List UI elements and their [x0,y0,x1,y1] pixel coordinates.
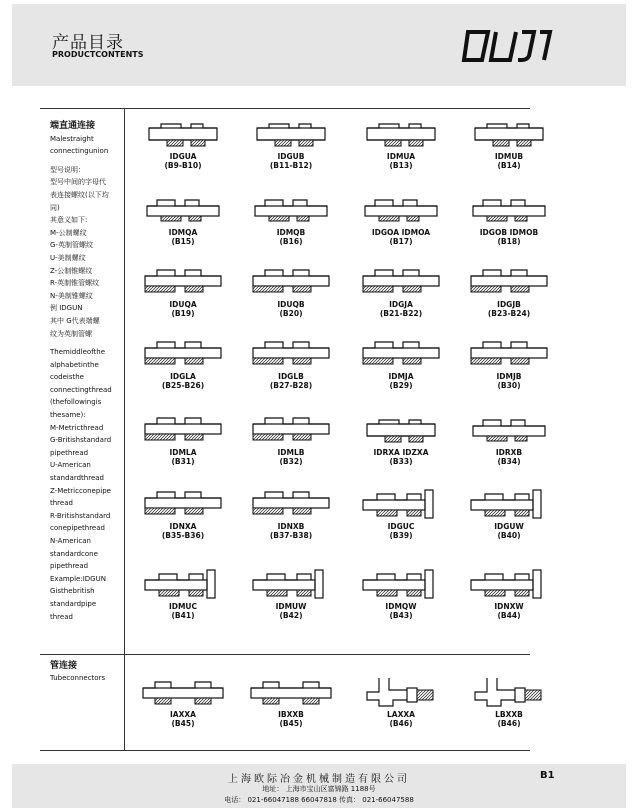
fitting-drawing-icon [359,266,443,300]
sidebar-line: conepipethread [50,524,105,533]
fitting-drawing-icon [359,676,443,710]
sidebar-line: (thefollowingis [50,398,102,407]
product-code: IDMUB [494,152,524,161]
fitting-drawing-icon [141,338,225,372]
product-item [346,414,456,466]
fitting-drawing-icon [249,676,333,710]
sidebar-line: standardcone [50,549,98,558]
product-pages: (B32) [279,457,303,466]
fitting-drawing-icon [359,338,443,372]
sidebar-line: standardthread [50,474,104,483]
product-code: IDMJB [496,372,522,381]
page-subtitle: PRODUCTCONTENTS [52,50,144,59]
product-code: IAXXA [170,710,196,719]
product-item [454,338,564,390]
product-pages: (B40) [497,531,521,540]
sidebar-line: connectingthread [50,385,112,394]
sidebar-line: N-American [50,537,91,545]
sidebar-line: thread [50,612,73,621]
sidebar-line: standardpipe [50,599,97,608]
sidebar-line: 其中 G代表端螺 [50,316,100,325]
product-code: IDNXW [494,602,524,611]
product-code: IDMJA [388,372,414,381]
company-address: 地址： 上海市宝山区富锦路 1188号 [262,785,376,793]
product-code: IDUQA [169,300,197,309]
product-pages: (B46) [497,719,521,728]
page-title: 产品目录 [52,33,124,53]
product-item [128,118,238,170]
product-pages: (B17) [389,237,413,246]
sidebar-line: 表连接螺纹(以下均 [50,190,109,199]
sidebar-line: pipethread [50,562,89,571]
fitting-drawing-icon [141,194,225,228]
product-pages: (B43) [389,611,413,620]
fitting-drawing-icon [141,414,225,448]
fitting-drawing-icon [141,568,225,602]
product-item [454,118,564,170]
product-item [236,488,346,540]
sidebar-line: Z-公制锥螺纹 [50,266,93,275]
sidebar-line: alphabetinthe [50,360,99,369]
fitting-drawing-icon [249,568,333,602]
fitting-drawing-icon [359,414,443,448]
product-pages: (B39) [389,531,413,540]
section-rule [40,654,530,655]
fitting-drawing-icon [467,568,551,602]
top-rule [40,108,530,109]
product-item [236,676,346,728]
product-pages: (B30) [497,381,521,390]
sidebar-line: Gisthebritish [50,587,95,596]
company-name: 上海欧际冶金机械制造有限公司 [228,774,410,785]
product-pages: (B45) [279,719,303,728]
fitting-drawing-icon [359,488,443,522]
sidebar-tube-connectors [50,660,122,684]
product-item [346,266,456,318]
section-heading-en-2: connectingunion [50,147,109,156]
product-pages: (B27-B28) [269,381,313,390]
product-code: LBXXB [495,710,523,719]
product-pages: (B34) [497,457,521,466]
product-pages: (B29) [389,381,413,390]
product-item [128,338,238,390]
section-heading: 端直通连接 [50,121,96,131]
sidebar-line: 型号中间的字母代 [50,178,106,187]
product-code: IDMQB [276,228,306,237]
fitting-drawing-icon [359,194,443,228]
sidebar-line: Themiddleofthe [50,348,106,357]
sidebar-line: U-American [50,461,91,470]
sidebar-line: G-英制管螺纹 [50,241,93,250]
product-item [128,488,238,540]
product-pages: (B19) [171,309,195,318]
product-code: IDGJB [497,300,521,309]
product-pages: (B31) [171,457,195,466]
product-item [128,676,238,728]
fitting-drawing-icon [249,488,333,522]
product-code: IDRXB [495,448,523,457]
product-code: IDMLA [169,448,197,457]
sidebar-line: thread [50,499,73,508]
product-pages: (B25-B26) [161,381,205,390]
product-code: IDGJA [389,300,413,309]
product-item [346,338,456,390]
product-pages: (B15) [171,237,195,246]
product-code: IDGLB [278,372,304,381]
section-heading-en-1: Malestraight [50,134,94,143]
product-item [128,568,238,620]
fitting-drawing-icon [249,414,333,448]
sidebar-line: 其意义如下: [50,216,88,225]
product-pages: (B9-B10) [164,161,202,170]
product-code: IDMUC [168,602,198,611]
product-item [454,676,564,728]
product-item [346,194,456,246]
product-code: IDGUB [277,152,305,161]
product-code: IDMUA [386,152,416,161]
product-code: IDGUC [387,522,415,531]
product-code: IDMQW [385,602,417,611]
product-pages: (B44) [497,611,521,620]
product-pages: (B21-B22) [379,309,423,318]
product-code: IDGOA IDMOA [371,228,431,237]
fitting-drawing-icon [249,194,333,228]
product-item [236,568,346,620]
fitting-drawing-icon [141,676,225,710]
product-code: IDNXB [277,522,305,531]
fitting-drawing-icon [467,266,551,300]
page-number: B1 [540,770,555,781]
sidebar-line: R-英制锥管螺纹 [50,279,100,288]
column-divider-2 [124,654,125,750]
product-pages: (B16) [279,237,303,246]
product-code: IBXXB [278,710,304,719]
bottom-rule [40,750,530,751]
product-code: IDGLA [170,372,196,381]
product-item [128,266,238,318]
product-item [346,488,456,540]
fitting-drawing-icon [141,488,225,522]
sidebar-line: 型号说明： [50,165,85,174]
product-pages: (B41) [171,611,195,620]
product-pages: (B13) [389,161,413,170]
fitting-drawing-icon [359,118,443,152]
product-item [454,194,564,246]
product-item [236,118,346,170]
product-item [454,266,564,318]
fitting-drawing-icon [359,568,443,602]
sidebar-line: G-Britishstandard [50,436,112,445]
product-item [346,676,456,728]
fitting-drawing-icon [141,118,225,152]
product-pages: (B23-B24) [487,309,531,318]
sidebar-line: codeisthe [50,373,84,382]
product-pages: (B14) [497,161,521,170]
sidebar-line: 纹为英制管螺 [50,329,92,338]
product-pages: (B20) [279,309,303,318]
product-pages: (B37-B38) [269,531,313,540]
product-item [454,414,564,466]
sidebar-line: Example:IDGUN [50,574,106,583]
fitting-drawing-icon [141,266,225,300]
sidebar-line: pipethread [50,448,89,457]
product-code: IDGUA [169,152,197,161]
product-item [346,118,456,170]
fitting-drawing-icon [249,118,333,152]
sidebar-line: M-公制螺纹 [50,228,87,237]
product-code: IDMUW [275,602,307,611]
product-code: IDGUW [494,522,524,531]
product-pages: (B45) [171,719,195,728]
fitting-drawing-icon [467,194,551,228]
sidebar-line: Z-Metricconepipe [50,486,111,495]
product-code: IDNXA [169,522,197,531]
company-contact: 电话： 021-66047188 66047818 传真： 021-66047588 [224,796,414,804]
sidebar-line: U-美制螺纹 [50,253,86,262]
sidebar-line: N-美制锥螺纹 [50,291,93,300]
sidebar-line: R-Britishstandard [50,511,111,520]
fitting-drawing-icon [249,338,333,372]
product-pages: (B11-B12) [269,161,313,170]
product-pages: (B35-B36) [161,531,205,540]
sidebar-line: thesame): [50,411,86,420]
product-code: IDGOB IDMOB [479,228,539,237]
fitting-drawing-icon [467,338,551,372]
sidebar-line: M-Metricthread [50,423,104,432]
product-code: IDUQB [277,300,305,309]
sidebar-line: 同) [50,203,60,212]
product-code: IDMLB [277,448,305,457]
fitting-drawing-icon [467,414,551,448]
column-divider [124,108,125,654]
product-item [346,568,456,620]
fitting-drawing-icon [467,488,551,522]
product-pages: (B46) [389,719,413,728]
product-item [236,266,346,318]
fitting-drawing-icon [249,266,333,300]
product-item [236,414,346,466]
fitting-drawing-icon [467,676,551,710]
product-pages: (B18) [497,237,521,246]
product-code: LAXXA [387,710,415,719]
sidebar-line: 例 IDGUN [50,304,83,313]
product-pages: (B42) [279,611,303,620]
fitting-drawing-icon [467,118,551,152]
product-code: IDMQA [168,228,198,237]
page-footer [12,764,626,808]
ouji-logo-icon [460,26,554,66]
product-item [236,338,346,390]
product-code: IDRXA IDZXA [373,448,429,457]
product-item [128,194,238,246]
page-header [12,4,626,86]
tube-heading-en: Tubeconnectors [50,674,106,682]
tube-heading: 管连接 [50,661,78,671]
product-pages: (B33) [389,457,413,466]
product-item [454,488,564,540]
product-item [454,568,564,620]
product-item [236,194,346,246]
product-item [128,414,238,466]
sidebar-description [50,120,122,623]
